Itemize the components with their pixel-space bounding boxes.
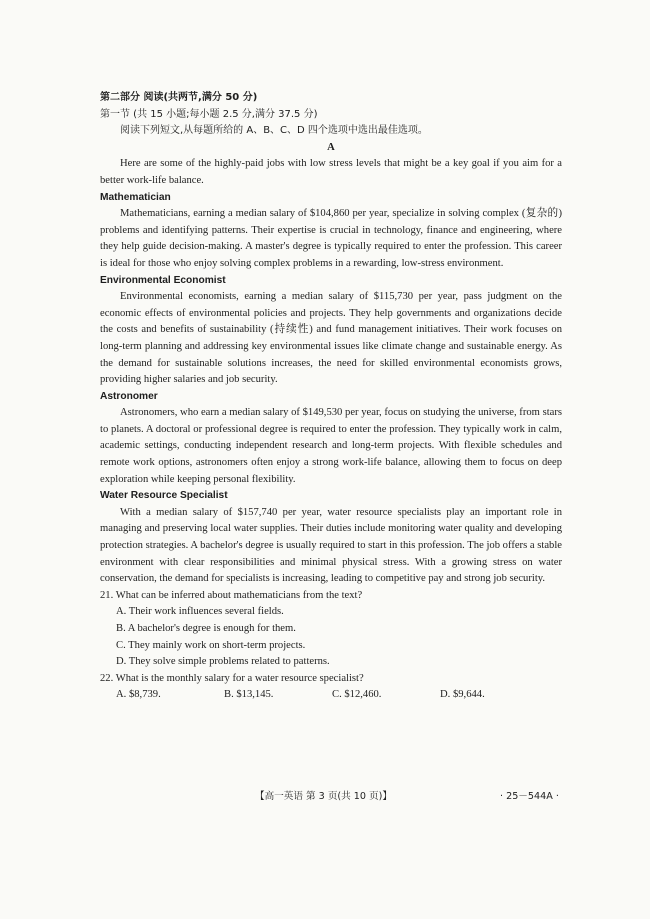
passage-letter: A: [327, 141, 335, 153]
question-22-option-c[interactable]: C. $12,460.: [332, 689, 382, 701]
question-22-option-d[interactable]: D. $9,644.: [440, 689, 485, 701]
question-21-option-b[interactable]: B. A bachelor's degree is enough for them.: [116, 623, 296, 634]
part-title: 第二部分 阅读(共两节,满分 50 分): [100, 92, 258, 103]
exam-page: [100, 90, 562, 704]
job-title-water-resource-specialist: Water Resource Specialist: [100, 490, 228, 502]
footer-code: · 25－544A ·: [500, 791, 559, 802]
instruction: 阅读下列短文,从每题所给的 A、B、C、D 四个选项中选出最佳选项。: [120, 125, 428, 137]
question-21-option-c[interactable]: C. They mainly work on short-term projects.: [116, 639, 306, 651]
job-text-mathematician: Mathematicians, earning a median salary of $104,860 per year, specialize in solving complex (复杂的) problems and identifying patterns. Their expertise is crucial in technology, finance and engineering, where they help guide decision-making. A master's degree is typically required to enter the profession. This career is ideal for those who enjoy solving complex problems in a rewarding, low-stress environment.: [100, 208, 562, 269]
question-21-option-d[interactable]: D. They solve simple problems related to patterns.: [116, 656, 330, 668]
section-title: 第一节 (共 15 小题;每小题 2.5 分,满分 37.5 分): [100, 108, 318, 120]
job-text-environmental-economist: Environmental economists, earning a median salary of $115,730 per year, pass judgment on the economic effects of environmental policies and projects. They help governments and organizations decide the costs and benefits of sustainability (持续性) and fund management initiatives. Their work focuses on long-term planning and addressing key environmental issues like climate change and sustainable energy. As the demand for sustainable solutions increases, the need for skilled environmental economists grows, providing higher salaries and job security.: [100, 291, 562, 386]
question-21-option-a[interactable]: A. Their work influences several fields.: [116, 606, 284, 618]
job-text-astronomer: Astronomers, who earn a median salary of $149,530 per year, focus on studying the universe, from stars to planets. A doctoral or professional degree is required to enter the profession. They typically work in calm, academic settings, conducting independent research and long-term projects. With flexible schedules and remote work options, astronomers often enjoy a strong work-life balance, allowing them to focus on deep exploration while keeping personal flexibility.: [100, 407, 562, 485]
question-22-option-b[interactable]: B. $13,145.: [224, 689, 274, 701]
question-22-option-a[interactable]: A. $8,739.: [116, 689, 161, 701]
passage-intro: Here are some of the highly-paid jobs with low stress levels that might be a key goal if you aim for a better work-life balance.: [100, 158, 562, 186]
question-21: 21. What can be inferred about mathematicians from the text?: [100, 589, 363, 601]
question-22-options: [100, 687, 562, 704]
job-title-mathematician: Mathematician: [100, 191, 171, 203]
job-title-astronomer: Astronomer: [100, 390, 158, 402]
job-title-environmental-economist: Environmental Economist: [100, 274, 226, 286]
footer-page-info: 【高一英语 第 3 页(共 10 页)】: [255, 791, 392, 802]
question-22: 22. What is the monthly salary for a water resource specialist?: [100, 672, 364, 684]
job-text-water-resource-specialist: With a median salary of $157,740 per year, water resource specialists play an important role in managing and preserving local water supplies. Their duties include monitoring water quality and developing protection strategies. A bachelor's degree is usually required to start in this profession. The job offers a stable environment with clear responsibilities and minimal physical stress. With a growing stress on water conservation, the demand for specialists is increasing, leading to competitive pay and strong job security.: [100, 506, 562, 585]
